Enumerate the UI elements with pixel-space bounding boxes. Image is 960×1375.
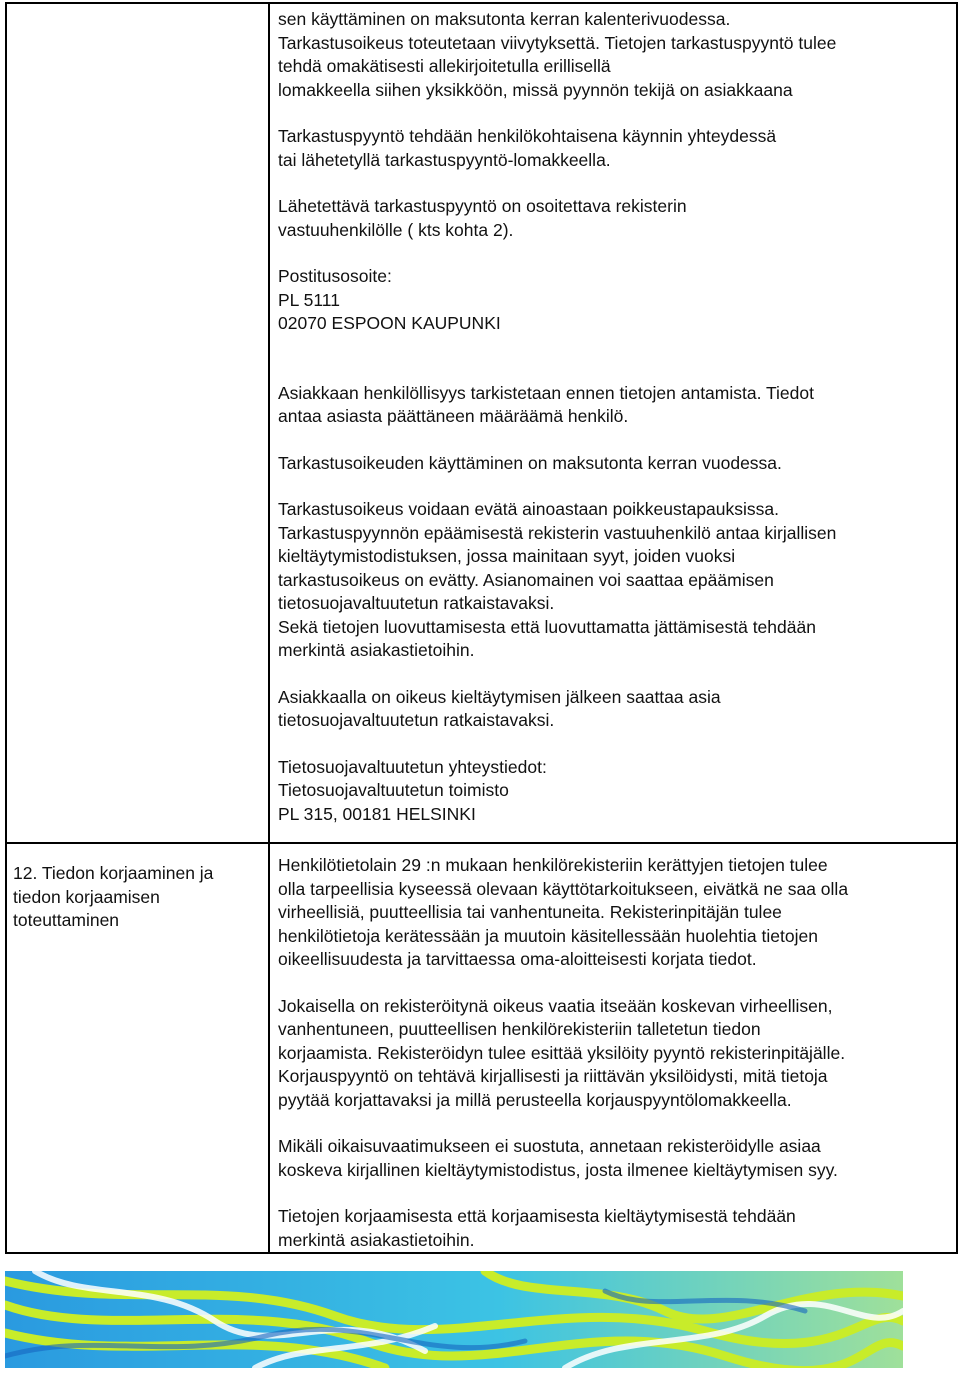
table-row-correction [6,843,957,1253]
text-line: 02070 ESPOON KAUPUNKI [278,313,501,333]
text-line: antaa asiasta päättäneen määräämä henkilö. [278,406,629,426]
text-line: tarkastusoikeus on evätty. Asianomainen voi saattaa epäämisen [278,569,774,590]
text-line: Jokaisella on rekisteröitynä oikeus vaatia itseään koskevan virheellisen, [278,995,833,1016]
text-line: Tietosuojavaltuutetun toimisto [278,780,509,800]
text-line: PL 315, 00181 HELSINKI [278,803,476,824]
text-line: koskeva kirjallinen kieltäytymistodistus, josta ilmenee kieltäytymisen syy. [278,1159,838,1180]
text-line: Lähetettävä tarkastuspyyntö on osoitettava rekisterin [278,196,687,216]
text-line: tietosuojavaltuutetun ratkaistavaksi. [278,593,555,613]
paragraph [278,498,948,663]
text-line: Tarkastusoikeus toteutetaan viivytyksettä. Tietojen tarkastuspyyntö tulee [278,32,837,53]
text-line: sen käyttäminen on maksutonta kerran kalenterivuodessa. [278,9,731,29]
text-line: lomakkeella siihen yksikköön, missä pyynnön tekijä on asiakkaana [278,79,793,100]
row1-label-cell [6,3,269,843]
heading-line: 12. Tiedon korjaaminen ja [13,863,214,883]
text-line: Tarkastuspyyntö tehdään henkilökohtaisena käynnin yhteydessä [278,126,777,146]
paragraph [278,195,948,242]
text-line: henkilötietoja kerätessään ja muutoin käsitellessään huolehtia tietojen [278,925,818,946]
paragraph [278,1135,948,1182]
text-line: PL 5111 [278,289,340,310]
text-line: Tietosuojavaltuutetun yhteystiedot: [278,756,547,777]
text-line: Mikäli oikaisuvaatimukseen ei suostuta, annetaan rekisteröidylle asiaa [278,1136,821,1156]
row2-label-cell [6,843,269,1253]
text-line: Asiakkaalla on oikeus kieltäytymisen jälkeen saattaa asia [278,686,721,707]
text-line: tehdä omakätisesti allekirjoitetulla erillisellä [278,56,611,76]
text-line: merkintä asiakastietoihin. [278,1229,475,1250]
text-line: korjaamista. Rekisteröidyn tulee esittää yksilöity pyyntö rekisterinpitäjälle. [278,1042,846,1063]
text-line: pyytää korjattavaksi ja millä perusteella korjauspyyntölomakkeella. [278,1089,792,1110]
decorative-wave-banner [5,1271,903,1368]
text-line: tai lähetetyllä tarkastuspyyntö-lomakkeella. [278,149,611,170]
text-line: oikeellisuudesta ja tarvittaessa oma-aloitteisesti korjata tiedot. [278,949,757,969]
heading-line: tiedon korjaamisen [13,886,160,907]
text-line: Henkilötietolain 29 :n mukaan henkilörekisteriin kerättyjen tietojen tulee [278,855,828,875]
section-heading-12 [7,844,268,933]
document-table [5,2,958,1254]
paragraph [278,382,948,429]
paragraph [278,854,948,972]
text-line: Asiakkaan henkilöllisyys tarkistetaan ennen tietojen antamista. Tiedot [278,382,814,403]
row2-content-cell [269,843,957,1253]
paragraph [278,995,948,1113]
paragraph [278,686,948,733]
paragraph [278,1205,948,1252]
text-line: Korjauspyyntö on tehtävä kirjallisesti ja riittävän yksilöidysti, mitä tietoja [278,1066,828,1086]
text-line: Postitusosoite: [278,266,392,286]
table-row-access-rights [6,3,957,843]
text-line: olla tarpeellisia kyseessä olevaan käyttötarkoitukseen, eivätkä ne saa olla [278,878,849,899]
heading-line: toteuttaminen [13,910,120,930]
text-line: vastuuhenkilölle ( kts kohta 2). [278,219,514,240]
text-line: virheellisiä, puutteellisia tai vanhentuneita. Rekisterinpitäjän tulee [278,902,782,922]
paragraph [278,756,948,827]
paragraph [278,265,948,336]
text-line: Sekä tietojen luovuttamisesta että luovuttamatta jättämisestä tehdään [278,616,816,637]
text-line: Tietojen korjaamisesta että korjaamisesta kieltäytymisestä tehdään [278,1206,796,1226]
text-line: merkintä asiakastietoihin. [278,640,475,660]
text-line: Tarkastuspyynnön epäämisestä rekisterin vastuuhenkilö antaa kirjallisen [278,522,837,543]
text-line: tietosuojavaltuutetun ratkaistavaksi. [278,710,555,730]
paragraph [278,125,948,172]
text-line: vanhentuneen, puutteellisen henkilörekisteriin talletetun tiedon [278,1019,761,1039]
text-line: kieltäytymistodistuksen, jossa mainitaan syyt, joiden vuoksi [278,546,736,566]
paragraph [278,452,948,476]
row1-content-cell [269,3,957,843]
text-line: Tarkastusoikeuden käyttäminen on maksutonta kerran vuodessa. [278,452,782,473]
paragraph [278,8,948,102]
text-line: Tarkastusoikeus voidaan evätä ainoastaan poikkeustapauksissa. [278,499,780,519]
